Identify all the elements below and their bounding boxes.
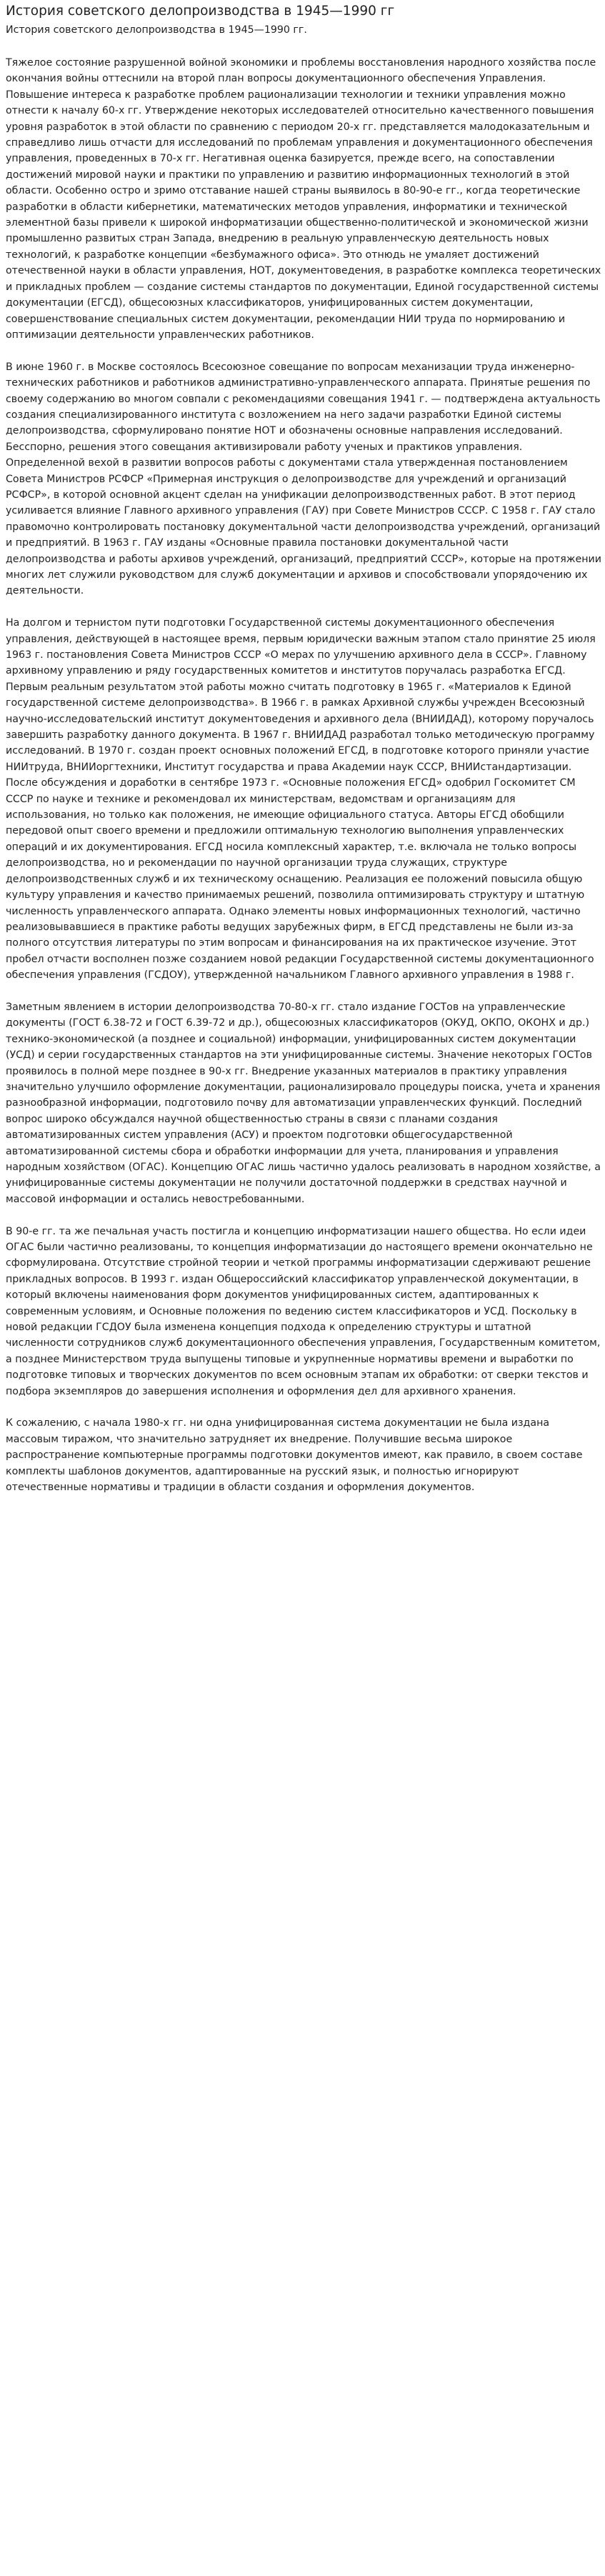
article-paragraph: К сожалению, с начала 1980-х гг. ни одна унифицированная система документации не была издана массовым тиражом, что значительно затрудняет их внедрение. Получившие весьма широкое распространение компьютерные программы подготовки документов имеют, как правило, в своем составе комплекты шаблонов документов, адаптированные на русский язык, и полностью игнорируют отечественные нормативы и традиции в области создания и оформления документов.	[6, 1417, 583, 1494]
article-paragraph: В 90-е гг. та же печальная участь постигла и концепцию информатизации нашего общества. Но если идеи ОГАС были частично реализованы, то концепция информатизации до настоящего времени окончательно не сформулирована. Отсутствие стройной теории и четкой программы информатизации сдерживают решение прикладных вопросов. В 1993 г. издан Общероссийский классификатор управленческой документации, в который включены наименования форм документов унифицированных систем, адаптированных к современным условиям, и Основные положения по ведению систем классификаторов и УСД. Поскольку в новой редакции ГСДОУ была изменена концепция подхода к определению структуры и штатной численности сотрудников служб документационного обеспечения управления, Государственным комитетом, а позднее Министерством труда выпущены типовые и укрупненные нормативы времени и выработки по подготовке типовых и творческих документов по всем основным этапам их обработки: от сверки текстов и подбора экземпляров до завершения исполнения и оформления дел для архивного хранения.	[6, 1225, 601, 1397]
article-paragraph: На долгом и тернистом пути подготовки Государственной системы документационного обеспечения управления, действующей в настоящее время, первым юридически важным этапом стало принятие 25 июля 1963 г. постановления Совета Министров СССР «О мерах по улучшению архивного дела в СССР». Главному архивному управлению и ряду государственных комитетов и институтов поручалась разработка ЕГСД. Первым реальным результатом этой работы можно считать подготовку в 1965 г. «Материалов к Единой государственной системе делопроизводства». В 1966 г. в рамках Архивной службы учрежден Всесоюзный научно-исследовательский институт документоведения и архивного дела (ВНИИДАД), которому поручалось завершить разработку данного документа. В 1967 г. ВНИИДАД разработал только методическую программу исследований. В 1970 г. создан проект основных положений ЕГСД, в подготовке которого приняли участие НИИтруда, ВНИИоргтехники, Институт государства и права Академии наук СССР, ВНИИстандартизации. После обсуждения и доработки в сентябре 1973 г. «Основные положения ЕГСД» одобрил Госкомитет СМ СССР по науке и технике и рекомендовал их министерствам, ведомствам и организациям для использования, но только как положения, не имеющие официального статуса. Авторы ЕГСД обобщили передовой опыт своего времени и предложили оптимальную технологию выполнения управленческих операций и их документирования. ЕГСД носила комплексный характер, т.е. включала не только вопросы делопроизводства, но и рекомендации по научной организации труда служащих, структуре делопроизводственных служб и их техническому оснащению. Реализация ее положений повысила общую культуру управления и качество принимаемых решений, позволила оптимизировать структуру и штатную численность управленческого аппарата. Однако элементы новых информационных технологий, частично реализовывавшиеся в практике работы ведущих зарубежных фирм, в ЕГСД представлены не были из-за полного отсутствия литературы по этим вопросам и финансирования на их практическое изучение. Этот пробел отчасти восполнен позже созданием новой редакции Государственной системы документационного обеспечения управления (ГСДОУ), утвержденной начальником Главного архивного управления в 1988 г.	[6, 617, 596, 982]
article-paragraph: Тяжелое состояние разрушенной войной экономики и проблемы восстановления народного хозяйства после окончания войны оттеснили на второй план вопросы документационного обеспечения Управления. Повышение интереса к разработке проблем рационализации технологии и техники управления можно отнести к началу 60-х гг. Утверждение некоторых исследователей относительно качественного повышения уровня разработок в этой области по сравнению с периодом 20-х гг. представляется малодоказательным и справедливо лишь отчасти для исследований по проблемам управления и документационного обеспечения управления, проведенных в 70-х гг. Негативная оценка базируется, прежде всего, на сопоставлении достижений мировой науки и практики по управлению и развитию информационных технологий в этой области. Особенно остро и зримо отставание нашей страны выявилось в 80-90-е гг., когда теоретические разработки в области кибернетики, математических методов управления, информатики и технической элементной базы привели к широкой информатизации общественно-политической и экономической жизни промышленно развитых стран Запада, внедрению в реальную управленческую деятельность новых технологий, к разработке концепции «безбумажного офиса». Это отнюдь не умаляет достижений отечественной науки в области управления, НОТ, документоведения, в разработке комплекса теоретических и прикладных проблем — создание системы стандартов по документации, Единой государственной системы документации (ЕГСД), общесоюзных классификаторов, унифицированных систем документации, совершенствование специальных систем документации, рекомендации НИИ труда по нормированию и оптимизации деятельности управленческих работников.	[6, 57, 601, 341]
article-subtitle: История советского делопроизводства в 1945—1990 гг.	[6, 24, 307, 36]
article-body	[6, 55, 601, 1495]
article-paragraph: В июне 1960 г. в Москве состоялось Всесоюзное совещание по вопросам механизации труда инженерно-технических работников и работников административно-управленческого аппарата. Принятые решения по своему содержанию во многом совпали с рекомендациями совещания 1941 г. — подтверждена актуальность создания специализированного института с возложением на него задачи разработки Единой системы делопроизводства, сформулировано понятие НОТ и обозначены основные направления исследований. Бесспорно, решения этого совещания активизировали работу ученых и практиков управления. Определенной вехой в развитии вопросов работы с документами стала утвержденная постановлением Совета Министров РСФСР «Примерная инструкция о делопроизводстве для учреждений и организаций РСФСР», в которой основной акцент сделан на унификации делопроизводственных работ. В этот период усиливается влияние Главного архивного управления (ГАУ) при Совете Министров СССР. С 1958 г. ГАУ стало правомочно контролировать постановку документальной части делопроизводства учреждений, организаций и предприятий. В 1963 г. ГАУ изданы «Основные правила постановки документальной части делопроизводства и работы архивов учреждений, организаций, предприятий СССР», которые на протяжении многих лет служили руководством для служб документации и архивов и способствовали упорядочению их деятельности.	[6, 361, 601, 597]
article-title: История советского делопроизводства в 1945—1990 гг	[6, 4, 395, 19]
article-paragraph: Заметным явлением в истории делопроизводства 70-80-х гг. стало издание ГОСТов на управленческие документы (ГОСТ 6.38-72 и ГОСТ 6.39-72 и др.), общесоюзных классификаторов (ОКУД, ОКПО, ОКОНХ и др.) технико-экономической (а позднее и социальной) информации, унифицированных систем документации (УСД) и серии государственных стандартов на эти унифицированные системы. Значение некоторых ГОСТов проявилось в полной мере позднее в 90-х гг. Внедрение указанных материалов в практику управления значительно улучшило оформление документации, рационализировало процедуры поиска, учета и хранения разнообразной информации, подготовило почву для автоматизации управленческих функций. Последний вопрос широко обсуждался научной общественностью страны в связи с планами создания автоматизированных систем управления (АСУ) и проектом подготовки общегосударственной автоматизированной системы сбора и обработки информации для учета, планирования и управления народным хозяйством (ОГАС). Концепцию ОГАС лишь частично удалось реализовать в народном хозяйстве, а унифицированные системы документации не получили достаточной поддержки в средствах научной и массовой информации и остались невостребованными.	[6, 1001, 601, 1205]
